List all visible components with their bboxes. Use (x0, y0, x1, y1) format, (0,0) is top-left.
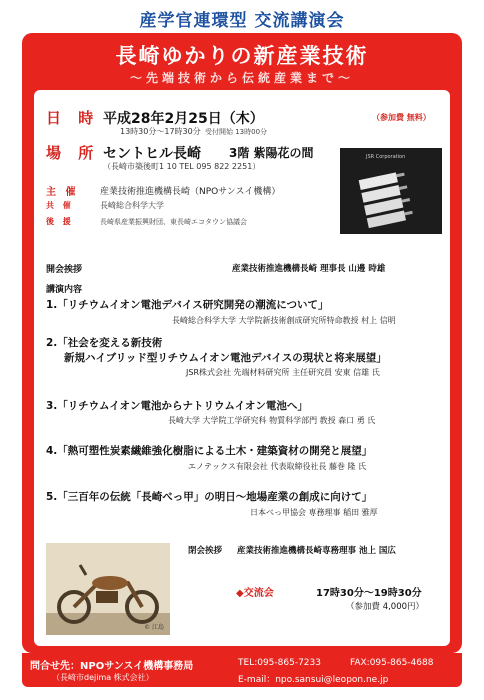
talk-3-title: 3.「リチウムイオン電池からナトリウムイオン電池へ」 (46, 400, 308, 412)
reception-time: 受付開始 13時00分 (205, 128, 268, 136)
date-label: 日 時 (46, 109, 100, 127)
product-photo (340, 148, 442, 234)
opening-label: 開会挨拶 (46, 265, 83, 275)
talk-1-speaker: 長崎総合科学大学 大学院新技術創成研究所特命教授 村上 信明 (172, 316, 396, 325)
networking-time: 17時30分～19時30分 (316, 588, 422, 599)
closing-label: 閉会挨拶 (188, 546, 223, 556)
opening-speaker: 産業技術推進機構長崎 理事長 山邊 時雄 (232, 264, 386, 274)
participation-fee: （参加費 無料） (372, 113, 431, 122)
talk-1-title: 1.「リチウムイオン電池デバイス研究開発の潮流について」 (46, 299, 329, 311)
cohost-label: 共 催 (46, 201, 74, 210)
subtitle: ～先端技術から伝統産業まで～ (129, 71, 354, 85)
event-series-title: 産学官連環型 交流講演会 (139, 11, 345, 31)
talk-5-title: 5.「三百年の伝統「長崎べっ甲」の明日～地場産業の創成に向けて」 (46, 491, 373, 503)
battery-packs-image (340, 148, 442, 234)
main-title: 長崎ゆかりの新産業技術 (115, 44, 369, 68)
support-label: 後 援 (46, 217, 74, 226)
talk-2-title-line2: 新規ハイブリッド型リチウムイオン電池デバイスの現状と将来展望」 (64, 352, 387, 364)
talk-3-speaker: 長崎大学 大学院工学研究科 物質科学部門 教授 森口 勇 氏 (168, 416, 376, 425)
place-address: （長崎市築後町1 10 TEL 095 822 2251） (103, 162, 261, 171)
talks-label: 講演内容 (46, 285, 83, 295)
talk-4-title: 4.「熱可塑性炭素繊維強化樹脂による土木・建築資材の開発と展望」 (46, 445, 373, 457)
place-value: セントヒル長崎 (103, 146, 201, 162)
host-label: 主 催 (46, 187, 79, 198)
bekko-motorcycle-photo (46, 543, 170, 635)
networking-label: ◆交流会 (236, 588, 274, 599)
closing-speaker: 産業技術推進機構長崎専務理事 池上 国広 (237, 546, 396, 556)
place-room: 3階 紫陽花の間 (229, 146, 314, 160)
time-value: 13時30分～17時30分 (120, 127, 201, 136)
bike-caption: © 江島 (144, 624, 164, 631)
host-value: 産業技術推進機構長崎（NPOサンスイ機構） (100, 187, 281, 197)
support-value: 長崎県産業振興財団、東長崎エコタウン協議会 (100, 218, 247, 226)
talk-4-speaker: エノテックス有限会社 代表取締役社長 藤巻 隆 氏 (188, 462, 367, 471)
contact-tel: TEL:095-865-7233 (238, 658, 321, 668)
contact-email[interactable]: E-mail：npo.sansui@leopon.ne.jp (238, 675, 389, 685)
talk-2-speaker: JSR株式会社 先端材料研究所 主任研究員 安東 信雄 氏 (186, 368, 380, 377)
place-label: 場 所 (46, 144, 100, 162)
date-value: 平成28年2月25日（木） (103, 111, 264, 127)
talk-2-title: 2.「社会を変える新技術 (46, 337, 163, 349)
contact-sub: （長崎市dejima 株式会社） (52, 673, 154, 682)
photo-caption: JSR Corporation (366, 154, 406, 160)
networking-fee: （参加費 4,000円） (346, 602, 425, 612)
cohost-value: 長崎総合科学大学 (100, 201, 164, 210)
contact-label: 問合せ先：NPOサンスイ機構事務局 (30, 661, 194, 672)
contact-fax: FAX:095-865-4688 (350, 658, 434, 668)
talk-5-speaker: 日本べっ甲協会 専務理事 稲田 雅厚 (250, 508, 378, 517)
